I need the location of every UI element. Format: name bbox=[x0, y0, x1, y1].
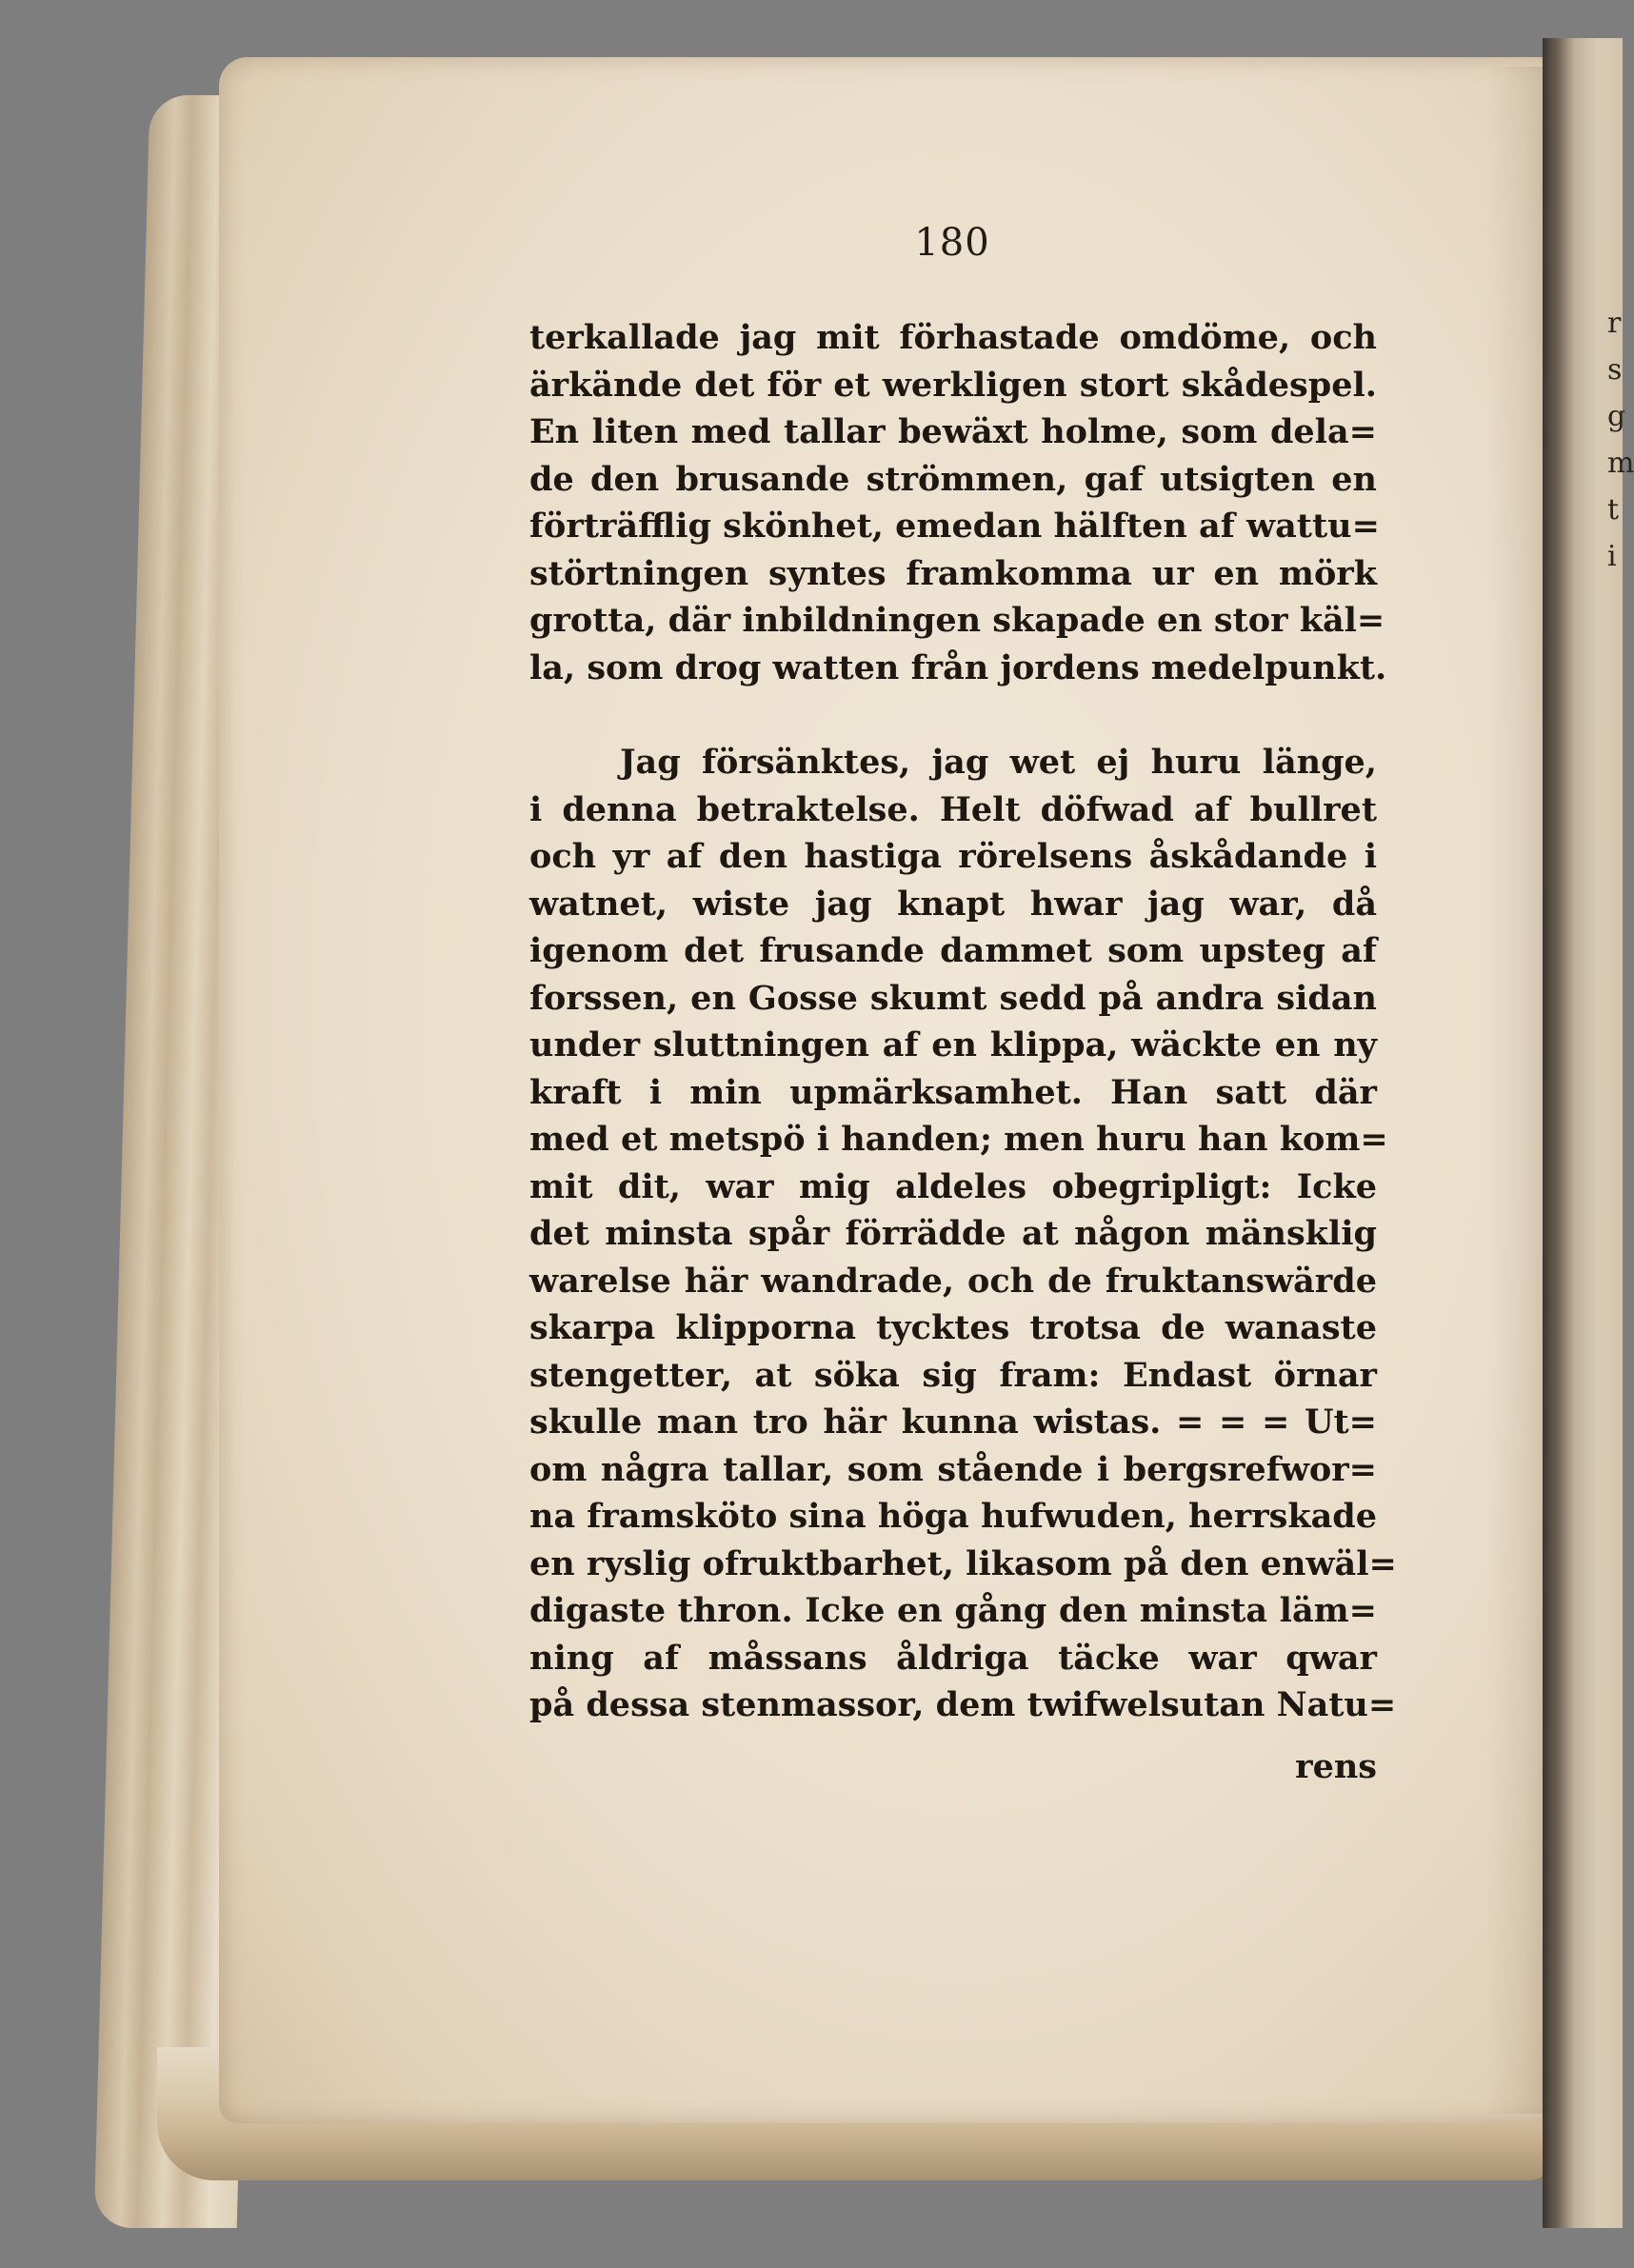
facing-page-fragment: r bbox=[1607, 307, 1622, 340]
text-line: Jag försänktes, jag wet ej huru länge, bbox=[620, 743, 1377, 782]
text-line: om några tallar, som stående i bergsrefwor= bbox=[529, 1449, 1377, 1489]
text-line: forssen, en Gosse skumt sedd på andra sidan bbox=[529, 978, 1377, 1018]
text-line: och yr af den hastiga rörelsens åskådande i bbox=[529, 837, 1377, 876]
text-line: watnet, wiste jag knapt hwar jag war, då bbox=[529, 884, 1377, 924]
facing-page-fragment: s bbox=[1607, 353, 1623, 387]
text-line: mit dit, war mig aldeles obegripligt: Icke bbox=[529, 1166, 1377, 1206]
text-line: grotta, där inbildningen skapade en stor käl= bbox=[529, 601, 1385, 640]
text-line: igenom det frusande dammet som upsteg af bbox=[529, 931, 1377, 970]
text-line: på dessa stenmassor, dem twifwelsutan Natu= bbox=[529, 1685, 1397, 1724]
text-line: terkallade jag mit förhastade omdöme, och bbox=[529, 318, 1377, 357]
text-line: digaste thron. Icke en gång den minsta läm= bbox=[529, 1591, 1377, 1630]
text-line: warelse här wandrade, och de fruktanswärde bbox=[529, 1261, 1377, 1301]
facing-page-fragment: m bbox=[1607, 447, 1634, 480]
text-line: skulle man tro här kunna wistas. = = = Ut= bbox=[529, 1403, 1377, 1442]
text-line: en ryslig ofruktbarhet, likasom på den enwäl= bbox=[529, 1543, 1397, 1583]
text-line: de den brusande strömmen, gaf utsigten en bbox=[529, 459, 1377, 499]
text-line: na framsköto sina höga hufwuden, herrskade bbox=[529, 1497, 1378, 1536]
text-line: förträfflig skönhet, emedan hälften af wattu= bbox=[529, 507, 1380, 546]
facing-page-fragment: i bbox=[1607, 540, 1617, 573]
text-line: En liten med tallar bewäxt holme, som dela= bbox=[529, 412, 1377, 451]
page-number: 180 bbox=[914, 221, 990, 265]
facing-page-fragment: g bbox=[1607, 400, 1626, 433]
text-line: störtningen syntes framkomma ur en mörk bbox=[529, 553, 1377, 593]
paragraph-gap bbox=[529, 691, 1377, 739]
text-line: under sluttningen af en klippa, wäckte en ny bbox=[529, 1025, 1377, 1064]
text-line: la, som drog watten från jordens medelpunkt. bbox=[529, 647, 1387, 687]
facing-page-text-fragments bbox=[1607, 300, 1634, 580]
text-line: ning af måssans åldriga täcke war qwar bbox=[529, 1638, 1377, 1678]
text-line: ärkände det för et werkligen stort skådespel. bbox=[529, 365, 1377, 405]
body-text bbox=[529, 314, 1397, 1729]
catchword: rens bbox=[1295, 1747, 1377, 1786]
text-line: det minsta spår förrädde at någon mänsklig bbox=[529, 1214, 1377, 1253]
text-line: kraft i min upmärksamhet. Han satt där bbox=[529, 1072, 1377, 1112]
facing-page-fragment: t bbox=[1607, 493, 1620, 527]
paragraph bbox=[529, 314, 1387, 691]
text-line: med et metspö i handen; men huru han kom= bbox=[529, 1120, 1388, 1159]
text-line: stengetter, at söka sig fram: Endast örnar bbox=[529, 1355, 1377, 1395]
paragraph bbox=[529, 739, 1397, 1729]
text-line: i denna betraktelse. Helt döfwad af bullret bbox=[529, 789, 1377, 829]
text-line: skarpa klipporna tycktes trotsa de wanaste bbox=[529, 1308, 1377, 1347]
